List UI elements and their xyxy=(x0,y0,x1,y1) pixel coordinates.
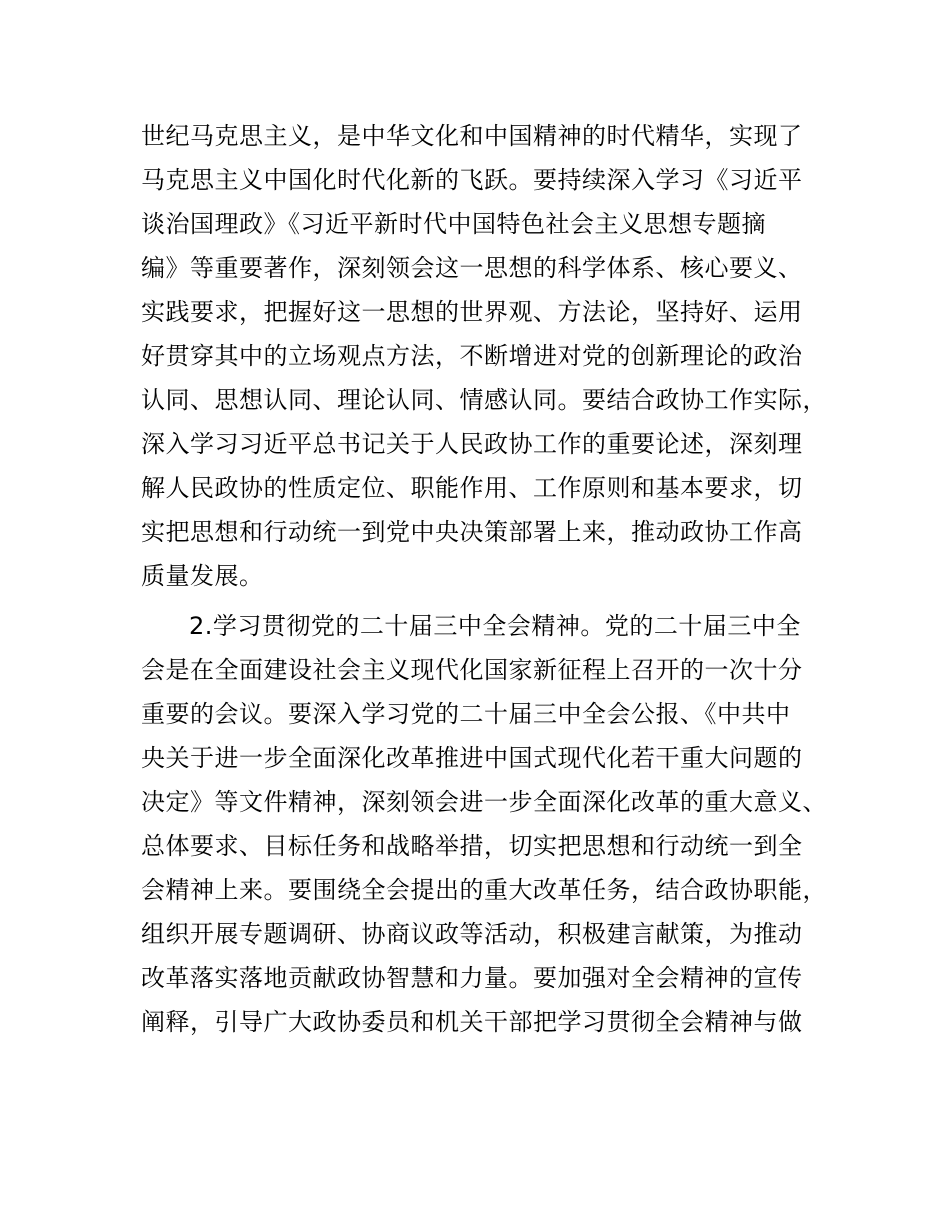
paragraph-line: 实践要求，把握好这一思想的世界观、方法论，坚持好、运用 xyxy=(141,298,803,326)
paragraph-line: 决定》等文件精神，深刻领会进一步全面深化改革的重大意义、 xyxy=(141,788,827,816)
paragraph-heading-line: 2.学习贯彻党的二十届三中全会精神。党的二十届三中全 xyxy=(189,612,801,640)
paragraph-line: 重要的会议。要深入学习党的二十届三中全会公报、《中共中 xyxy=(141,700,791,728)
paragraph-line: 实把思想和行动统一到党中央决策部署上来，推动政协工作高 xyxy=(141,518,803,546)
paragraph-line: 深入学习习近平总书记关于人民政协工作的重要论述，深刻理 xyxy=(141,430,803,458)
paragraph-line: 马克思主义中国化时代化新的飞跃。要持续深入学习《习近平 xyxy=(141,166,803,194)
paragraph-line: 总体要求、目标任务和战略举措，切实把思想和行动统一到全 xyxy=(141,832,803,860)
paragraph-line: 质量发展。 xyxy=(141,562,264,590)
paragraph-line: 组织开展专题调研、协商议政等活动，积极建言献策，为推动 xyxy=(141,920,803,948)
paragraph-line: 会是在全面建设社会主义现代化国家新征程上召开的一次十分 xyxy=(141,656,803,684)
paragraph-line: 解人民政协的性质定位、职能作用、工作原则和基本要求，切 xyxy=(141,474,803,502)
paragraph-line: 改革落实落地贡献政协智慧和力量。要加强对全会精神的宣传 xyxy=(141,964,803,992)
paragraph-line: 世纪马克思主义，是中华文化和中国精神的时代精华，实现了 xyxy=(141,122,803,150)
paragraph-1 xyxy=(141,114,841,598)
paragraph-line: 好贯穿其中的立场观点方法，不断增进对党的创新理论的政治 xyxy=(141,342,803,370)
paragraph-line: 央关于进一步全面深化改革推进中国式现代化若干重大问题的 xyxy=(141,744,803,772)
paragraph-line: 认同、思想认同、理论认同、情感认同。要结合政协工作实际， xyxy=(141,386,827,414)
paragraph-2 xyxy=(141,604,841,1044)
paragraph-line: 阐释，引导广大政协委员和机关干部把学习贯彻全会精神与做 xyxy=(141,1008,803,1036)
paragraph-line: 编》等重要著作，深刻领会这一思想的科学体系、核心要义、 xyxy=(141,254,803,282)
paragraph-line: 会精神上来。要围绕全会提出的重大改革任务，结合政协职能， xyxy=(141,876,827,904)
paragraph-line: 谈治国理政》《习近平新时代中国特色社会主义思想专题摘 xyxy=(141,210,766,238)
